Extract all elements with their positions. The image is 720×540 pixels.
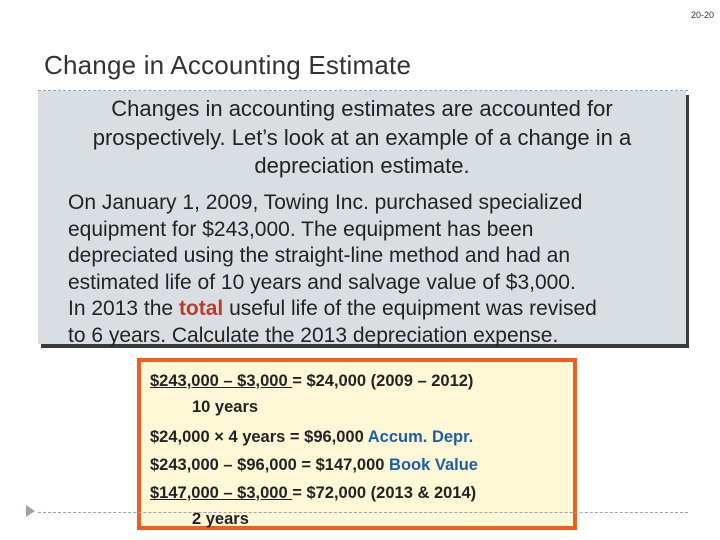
triangle-bullet-icon [26,505,35,517]
calc-value: $243,000 – $96,000 = $147,000 [150,456,390,474]
intro-line: prospectively. Let’s look at an example of a change in a [92,124,632,150]
calc-denominator: 10 years [192,398,259,416]
total-highlight: total [178,297,224,320]
problem-text [68,190,683,349]
calc-row-book-value [150,456,478,475]
calc-numerator: $243,000 – $3,000 [150,372,293,390]
problem-line: estimated life of 10 years and salvage value of $3,000. [68,270,576,294]
calc-row-annual-depreciation [150,372,473,391]
page-number: 20-20 [690,10,714,20]
calc-denominator: 2 years [192,510,249,528]
footer-divider [38,512,688,513]
problem-line: On January 1, 2009, Towing Inc. purchased specialized [68,191,583,214]
problem-line: depreciated using the straight-line method and had an [68,244,571,267]
calc-numerator: $147,000 – $3,000 [150,484,293,502]
intro-text [38,95,686,181]
calc-row-revised-depreciation [150,484,476,503]
calc-label: Accum. Depr. [367,428,474,446]
problem-line: equipment for $243,000. The equipment has been [68,217,534,241]
intro-line: depreciation estimate. [254,153,470,178]
slide-title: Change in Accounting Estimate [44,50,412,80]
calc-value: $24,000 × 4 years = $96,000 [150,428,368,446]
problem-text-segment: useful life of the equipment was revised [223,297,597,320]
calc-result: = $72,000 (2013 & 2014) [292,484,477,502]
problem-line: to 6 years. Calculate the 2013 depreciation expense. [68,323,559,347]
intro-line: Changes in accounting estimates are accounted for [111,96,613,121]
problem-text-segment: In 2013 the [68,297,179,320]
calc-label: Book Value [389,456,478,474]
calculation-box [137,358,577,530]
problem-line [68,296,683,323]
calc-result: = $24,000 (2009 – 2012) [292,372,474,390]
calc-row-accumulated-depreciation [150,428,473,447]
